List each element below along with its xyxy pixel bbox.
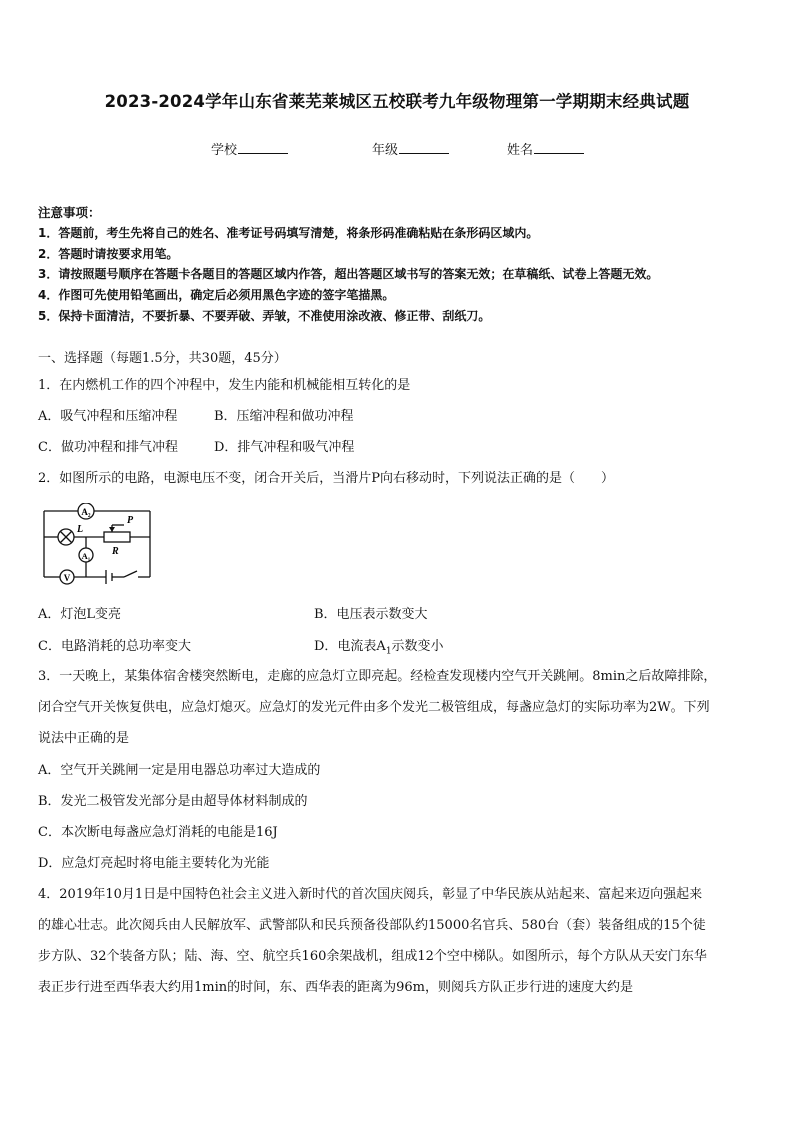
ammeter-a1-label: A₁ [81, 551, 91, 561]
question-3-stem-line-1: 3．一天晚上，某集体宿舍楼突然断电，走廊的应急灯立即亮起。经检查发现楼内空气开关跳闸。8min之后故障排除， [38, 669, 717, 684]
question-2-option-d[interactable] [314, 635, 444, 657]
question-2-option-a[interactable]: A．灯泡L变亮 [38, 607, 122, 622]
question-2-option-d-text: D．电流表A [314, 639, 386, 654]
school-label: 学校 [211, 143, 238, 158]
question-2-option-d-subscript: 1 [385, 646, 392, 657]
school-field [211, 139, 288, 158]
section-heading: 一、选择题（每题1.5分，共30题，45分） [38, 351, 287, 366]
question-1-option-a[interactable]: A．吸气冲程和压缩冲程 [38, 409, 178, 424]
question-1-option-d[interactable]: D．排气冲程和吸气冲程 [214, 440, 355, 455]
slider-arrow-icon [109, 527, 115, 532]
question-2-option-b[interactable]: B．电压表示数变大 [314, 607, 428, 622]
circuit-diagram [38, 503, 156, 587]
name-label: 姓名 [507, 143, 534, 158]
question-1-stem: 1．在内燃机工作的四个冲程中，发生内能和机械能相互转化的是 [38, 378, 411, 393]
question-3-stem-line-3: 说法中正确的是 [38, 731, 130, 746]
resistor-label: R [112, 546, 119, 557]
note-item-5: 5．保持卡面清洁，不要折暴、不要弄破、弄皱，不准使用涂改液、修正带、刮纸刀。 [38, 309, 491, 323]
question-4-stem-line-2: 的雄心壮志。此次阅兵由人民解放军、武警部队和民兵预备役部队约15000名官兵、580台（套）装备组成的15个徒 [38, 918, 706, 933]
question-1-option-b[interactable]: B．压缩冲程和做功冲程 [214, 409, 354, 424]
note-item-4: 4．作图可先使用铅笔画出，确定后必须用黑色字迹的签字笔描黑。 [38, 288, 395, 302]
question-4-stem-line-3: 步方队、32个装备方队；陆、海、空、航空兵160余架战机，组成12个空中梯队。如图所示，每个方队从天安门东华 [38, 949, 707, 964]
question-3-option-c[interactable]: C．本次断电每盏应急灯消耗的电能是16J [38, 825, 278, 840]
grade-label: 年级 [372, 143, 399, 158]
note-item-1: 1．答题前，考生先将自己的姓名、准考证号码填写清楚，将条形码准确粘贴在条形码区域内。 [38, 226, 539, 240]
question-4-stem-line-1: 4．2019年10月1日是中国特色社会主义进入新时代的首次国庆阅兵，彰显了中华民族从站起来、富起来迈向强起来 [38, 887, 703, 902]
name-blank[interactable] [534, 140, 584, 154]
question-3-option-b[interactable]: B．发光二极管发光部分是由超导体材料制成的 [38, 794, 308, 809]
question-2-stem: 2．如图所示的电路，电源电压不变，闭合开关后，当滑片P向右移动时，下列说法正确的是（ ） [38, 471, 615, 486]
page-title: 2023-2024学年山东省莱芜莱城区五校联考九年级物理第一学期期末经典试题 [104, 92, 690, 111]
note-item-3: 3．请按照题号顺序在答题卡各题目的答题区域内作答，超出答题区域书写的答案无效；在草稿纸、试卷上答题无效。 [38, 267, 659, 281]
ammeter-a2-label: A₂ [81, 507, 91, 517]
school-blank[interactable] [238, 140, 288, 154]
lamp-label: L [77, 524, 84, 535]
question-3-option-d[interactable]: D．应急灯亮起时将电能主要转化为光能 [38, 856, 270, 871]
question-1-option-c[interactable]: C．做功冲程和排气冲程 [38, 440, 178, 455]
grade-field [372, 139, 449, 158]
question-4-stem-line-4: 表正步行进至西华表大约用1min的时间，东、西华表的距离为96m，则阅兵方队正步行进的速度大约是 [38, 980, 633, 995]
question-2-option-c[interactable]: C．电路消耗的总功率变大 [38, 639, 191, 654]
slider-label: P [127, 515, 134, 526]
name-field [507, 139, 584, 158]
question-3-option-a[interactable]: A．空气开关跳闸一定是用电器总功率过大造成的 [38, 763, 321, 778]
notes-heading: 注意事项： [38, 205, 101, 220]
voltmeter-label: V [63, 573, 71, 583]
grade-blank[interactable] [399, 140, 449, 154]
question-3-stem-line-2: 闭合空气开关恢复供电，应急灯熄灭。应急灯的发光元件由多个发光二极管组成，每盏应急灯的实际功率为2W。下列 [38, 700, 710, 715]
note-item-2: 2．答题时请按要求用笔。 [38, 247, 179, 261]
question-2-option-d-tail: 示数变小 [391, 639, 444, 654]
